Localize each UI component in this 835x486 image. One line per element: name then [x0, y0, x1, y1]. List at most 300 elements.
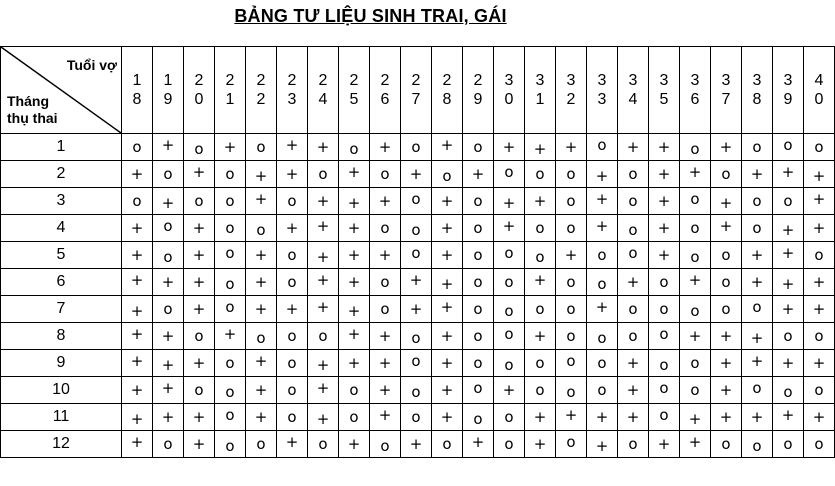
age-column-header: 2 1 — [215, 47, 246, 134]
boy-symbol: + — [657, 165, 671, 183]
age-column-header: 2 7 — [401, 47, 432, 134]
prediction-cell — [711, 404, 742, 431]
prediction-cell — [711, 188, 742, 215]
girl-symbol: o — [380, 219, 390, 237]
corner-age-label: Tuổi vợ — [66, 57, 117, 73]
prediction-cell — [308, 431, 339, 458]
boy-symbol: + — [533, 192, 547, 210]
prediction-cell — [494, 404, 525, 431]
girl-symbol: o — [628, 221, 638, 239]
girl-symbol: o — [442, 167, 452, 185]
girl-symbol: o — [287, 273, 297, 291]
girl-symbol: o — [721, 435, 731, 453]
boy-symbol: + — [657, 138, 671, 156]
girl-symbol: o — [473, 246, 483, 264]
boy-symbol: + — [595, 437, 609, 455]
age-column-header: 3 1 — [525, 47, 556, 134]
prediction-cell — [587, 404, 618, 431]
girl-symbol: o — [163, 217, 173, 235]
prediction-cell — [246, 404, 277, 431]
boy-symbol: + — [626, 138, 640, 156]
boy-symbol: + — [130, 433, 144, 451]
prediction-cell — [215, 323, 246, 350]
prediction-cell — [370, 242, 401, 269]
age-column-header: 3 7 — [711, 47, 742, 134]
girl-symbol: o — [690, 354, 700, 372]
prediction-cell — [556, 134, 587, 161]
prediction-cell — [184, 377, 215, 404]
girl-symbol: o — [690, 248, 700, 266]
girl-symbol: o — [256, 329, 266, 347]
boy-symbol: + — [192, 300, 206, 318]
boy-symbol: + — [285, 136, 299, 154]
girl-symbol: o — [380, 165, 390, 183]
age-column-header: 2 4 — [308, 47, 339, 134]
month-row-header: 10 — [1, 377, 122, 404]
boy-symbol: + — [316, 379, 330, 397]
prediction-cell — [711, 215, 742, 242]
prediction-cell — [215, 134, 246, 161]
boy-symbol: + — [719, 194, 733, 212]
prediction-cell — [525, 215, 556, 242]
girl-symbol: o — [349, 408, 359, 426]
prediction-cell — [618, 242, 649, 269]
prediction-cell — [122, 269, 153, 296]
girl-symbol: o — [473, 273, 483, 291]
prediction-cell — [463, 269, 494, 296]
boy-symbol: + — [781, 275, 795, 293]
boy-symbol: + — [657, 192, 671, 210]
prediction-cell — [308, 215, 339, 242]
age-column-header: 3 0 — [494, 47, 525, 134]
boy-symbol: + — [285, 300, 299, 318]
prediction-cell — [246, 377, 277, 404]
boy-symbol: + — [812, 408, 826, 426]
table-row — [1, 404, 835, 431]
month-row-header: 12 — [1, 431, 122, 458]
boy-symbol: + — [192, 408, 206, 426]
age-column-header: 1 9 — [153, 47, 184, 134]
prediction-cell — [277, 215, 308, 242]
girl-symbol: o — [721, 300, 731, 318]
prediction-cell — [804, 242, 835, 269]
girl-symbol: o — [814, 327, 824, 345]
prediction-cell — [463, 350, 494, 377]
prediction-cell — [773, 296, 804, 323]
prediction-cell — [804, 215, 835, 242]
prediction-cell — [494, 161, 525, 188]
boy-symbol: + — [440, 275, 454, 293]
girl-symbol: o — [225, 406, 235, 424]
prediction-cell — [711, 161, 742, 188]
girl-symbol: o — [287, 408, 297, 426]
boy-symbol: + — [316, 248, 330, 266]
prediction-cell — [246, 296, 277, 323]
boy-symbol: + — [254, 167, 268, 185]
prediction-cell — [494, 134, 525, 161]
corner-month-label-line1: Tháng — [7, 93, 49, 109]
prediction-cell — [246, 161, 277, 188]
girl-symbol: o — [752, 138, 762, 156]
month-row-header: 11 — [1, 404, 122, 431]
girl-symbol: o — [225, 244, 235, 262]
prediction-cell — [370, 134, 401, 161]
girl-symbol: o — [194, 327, 204, 345]
girl-symbol: o — [225, 437, 235, 455]
boy-symbol: + — [378, 381, 392, 399]
table-row — [1, 269, 835, 296]
girl-symbol: o — [721, 246, 731, 264]
girl-symbol: o — [535, 165, 545, 183]
prediction-cell — [618, 404, 649, 431]
prediction-cell — [432, 161, 463, 188]
prediction-cell — [742, 404, 773, 431]
prediction-cell — [339, 350, 370, 377]
prediction-cell — [618, 323, 649, 350]
prediction-cell — [525, 404, 556, 431]
prediction-cell — [401, 188, 432, 215]
boy-symbol: + — [347, 194, 361, 212]
prediction-cell — [277, 161, 308, 188]
girl-symbol: o — [473, 192, 483, 210]
prediction-cell — [308, 188, 339, 215]
girl-symbol: o — [504, 163, 514, 181]
prediction-cell — [680, 242, 711, 269]
boy-symbol: + — [533, 140, 547, 158]
prediction-cell — [401, 269, 432, 296]
girl-symbol: o — [473, 219, 483, 237]
girl-symbol: o — [752, 298, 762, 316]
prediction-cell — [277, 188, 308, 215]
prediction-cell — [277, 377, 308, 404]
boy-symbol: + — [161, 327, 175, 345]
boy-symbol: + — [347, 246, 361, 264]
prediction-cell — [556, 296, 587, 323]
prediction-cell — [804, 134, 835, 161]
prediction-cell — [711, 350, 742, 377]
prediction-cell — [587, 350, 618, 377]
prediction-cell — [773, 188, 804, 215]
prediction-cell — [680, 323, 711, 350]
girl-symbol: o — [752, 192, 762, 210]
prediction-cell — [308, 377, 339, 404]
boy-symbol: + — [750, 165, 764, 183]
prediction-cell — [649, 242, 680, 269]
girl-symbol: o — [659, 325, 669, 343]
prediction-cell — [277, 269, 308, 296]
girl-symbol: o — [566, 433, 576, 451]
boy-symbol: + — [316, 410, 330, 428]
boy-symbol: + — [440, 408, 454, 426]
age-digit-tens: 1 — [132, 72, 142, 89]
boy-symbol: + — [812, 354, 826, 372]
girl-symbol: o — [659, 300, 669, 318]
page-title: BẢNG TƯ LIỆU SINH TRAI, GÁI — [234, 6, 507, 26]
prediction-cell — [680, 134, 711, 161]
prediction-cell — [711, 134, 742, 161]
girl-symbol: o — [504, 273, 514, 291]
prediction-cell — [773, 323, 804, 350]
boy-symbol: + — [812, 300, 826, 318]
boy-symbol: + — [533, 271, 547, 289]
girl-symbol: o — [597, 246, 607, 264]
prediction-cell — [556, 350, 587, 377]
girl-symbol: o — [783, 327, 793, 345]
girl-symbol: o — [504, 435, 514, 453]
prediction-cell — [184, 323, 215, 350]
prediction-cell — [122, 188, 153, 215]
prediction-cell — [587, 215, 618, 242]
girl-symbol: o — [566, 352, 576, 370]
prediction-cell — [494, 377, 525, 404]
boy-symbol: + — [657, 246, 671, 264]
boy-symbol: + — [409, 300, 423, 318]
boy-symbol: + — [440, 136, 454, 154]
prediction-cell — [246, 269, 277, 296]
girl-symbol: o — [628, 165, 638, 183]
prediction-cell — [494, 431, 525, 458]
boy-symbol: + — [316, 298, 330, 316]
boy-symbol: + — [130, 219, 144, 237]
prediction-cell — [339, 404, 370, 431]
boy-symbol: + — [440, 298, 454, 316]
girl-symbol: o — [535, 381, 545, 399]
prediction-cell — [339, 161, 370, 188]
boy-symbol: + — [471, 165, 485, 183]
boy-symbol: + — [347, 273, 361, 291]
table-body — [1, 134, 835, 458]
boy-symbol: + — [750, 246, 764, 264]
month-row-header: 1 — [1, 134, 122, 161]
prediction-cell — [463, 215, 494, 242]
prediction-cell — [525, 350, 556, 377]
boy-symbol: + — [223, 138, 237, 156]
boy-symbol: + — [347, 325, 361, 343]
girl-symbol: o — [380, 300, 390, 318]
boy-symbol: + — [781, 354, 795, 372]
girl-symbol: o — [504, 302, 514, 320]
prediction-cell — [525, 161, 556, 188]
boy-symbol: + — [316, 217, 330, 235]
table-header-row — [1, 47, 835, 134]
boy-symbol: + — [192, 219, 206, 237]
table-row — [1, 161, 835, 188]
prediction-cell — [339, 242, 370, 269]
prediction-cell — [525, 188, 556, 215]
girl-symbol: o — [659, 379, 669, 397]
prediction-cell — [525, 134, 556, 161]
girl-symbol: o — [473, 379, 483, 397]
boy-symbol: + — [254, 352, 268, 370]
corner-month-label-line2: thụ thai — [7, 110, 58, 126]
girl-symbol: o — [225, 219, 235, 237]
prediction-cell — [184, 296, 215, 323]
girl-symbol: o — [225, 354, 235, 372]
boy-symbol: + — [440, 354, 454, 372]
prediction-cell — [649, 404, 680, 431]
boy-symbol: + — [316, 356, 330, 374]
age-column-header: 3 5 — [649, 47, 680, 134]
prediction-cell — [370, 161, 401, 188]
prediction-cell — [401, 431, 432, 458]
prediction-cell — [370, 215, 401, 242]
prediction-cell — [649, 296, 680, 323]
prediction-cell — [122, 242, 153, 269]
prediction-cell — [804, 431, 835, 458]
prediction-cell — [587, 269, 618, 296]
boy-symbol: + — [781, 300, 795, 318]
prediction-cell — [401, 350, 432, 377]
prediction-cell — [246, 242, 277, 269]
prediction-cell — [494, 188, 525, 215]
age-column-header: 3 2 — [556, 47, 587, 134]
girl-symbol: o — [349, 140, 359, 158]
boy-symbol: + — [502, 194, 516, 212]
boy-symbol: + — [564, 406, 578, 424]
prediction-cell — [804, 404, 835, 431]
prediction-cell — [742, 134, 773, 161]
prediction-cell — [773, 215, 804, 242]
boy-symbol: + — [378, 138, 392, 156]
prediction-cell — [339, 377, 370, 404]
boy-symbol: + — [316, 271, 330, 289]
girl-symbol: o — [287, 327, 297, 345]
prediction-cell — [711, 269, 742, 296]
prediction-cell — [122, 350, 153, 377]
prediction-cell — [277, 134, 308, 161]
prediction-cell — [370, 404, 401, 431]
prediction-cell — [525, 269, 556, 296]
boy-symbol: + — [812, 190, 826, 208]
prediction-cell — [618, 215, 649, 242]
girl-symbol: o — [814, 435, 824, 453]
prediction-cell — [432, 296, 463, 323]
girl-symbol: o — [628, 244, 638, 262]
boy-symbol: + — [316, 192, 330, 210]
girl-symbol: o — [473, 138, 483, 156]
girl-symbol: o — [597, 136, 607, 154]
prediction-cell — [680, 161, 711, 188]
prediction-cell — [215, 188, 246, 215]
boy-symbol: + — [688, 163, 702, 181]
prediction-cell — [649, 188, 680, 215]
girl-symbol: o — [504, 356, 514, 374]
boy-symbol: + — [192, 246, 206, 264]
boy-symbol: + — [378, 406, 392, 424]
prediction-cell — [153, 431, 184, 458]
prediction-cell — [370, 188, 401, 215]
girl-symbol: o — [504, 408, 514, 426]
prediction-cell — [804, 188, 835, 215]
prediction-cell — [215, 377, 246, 404]
boy-symbol: + — [254, 190, 268, 208]
prediction-cell — [742, 188, 773, 215]
girl-symbol: o — [752, 379, 762, 397]
boy-symbol: + — [130, 381, 144, 399]
boy-symbol: + — [781, 406, 795, 424]
prediction-cell — [215, 269, 246, 296]
boy-symbol: + — [440, 192, 454, 210]
prediction-cell — [494, 242, 525, 269]
boy-symbol: + — [595, 217, 609, 235]
prediction-cell — [463, 161, 494, 188]
boy-symbol: + — [161, 408, 175, 426]
prediction-cell — [370, 269, 401, 296]
girl-symbol: o — [814, 381, 824, 399]
girl-symbol: o — [287, 381, 297, 399]
boy-symbol: + — [130, 271, 144, 289]
girl-symbol: o — [783, 435, 793, 453]
prediction-cell — [742, 215, 773, 242]
boy-symbol: + — [440, 327, 454, 345]
boy-symbol: + — [719, 327, 733, 345]
boy-symbol: + — [688, 327, 702, 345]
boy-symbol: + — [130, 302, 144, 320]
prediction-cell — [246, 323, 277, 350]
boy-symbol: + — [285, 219, 299, 237]
girl-symbol: o — [411, 383, 421, 401]
age-column-header: 3 3 — [587, 47, 618, 134]
boy-symbol: + — [812, 273, 826, 291]
prediction-cell — [246, 350, 277, 377]
prediction-cell — [215, 215, 246, 242]
prediction-cell — [680, 269, 711, 296]
boy-symbol: + — [750, 352, 764, 370]
prediction-cell — [804, 323, 835, 350]
girl-symbol: o — [566, 165, 576, 183]
boy-symbol: + — [812, 167, 826, 185]
prediction-cell — [277, 404, 308, 431]
prediction-cell — [339, 215, 370, 242]
girl-symbol: o — [752, 437, 762, 455]
prediction-cell — [649, 350, 680, 377]
boy-symbol: + — [781, 163, 795, 181]
prediction-cell — [556, 188, 587, 215]
table-row — [1, 215, 835, 242]
girl-symbol: o — [411, 352, 421, 370]
birth-prediction-table — [0, 46, 835, 458]
girl-symbol: o — [659, 273, 669, 291]
prediction-cell — [215, 242, 246, 269]
prediction-cell — [463, 296, 494, 323]
girl-symbol: o — [380, 273, 390, 291]
girl-symbol: o — [411, 221, 421, 239]
boy-symbol: + — [254, 273, 268, 291]
prediction-cell — [463, 404, 494, 431]
table-row — [1, 350, 835, 377]
prediction-cell — [339, 134, 370, 161]
prediction-cell — [525, 296, 556, 323]
boy-symbol: + — [564, 246, 578, 264]
boy-symbol: + — [347, 354, 361, 372]
boy-symbol: + — [626, 381, 640, 399]
prediction-cell — [184, 242, 215, 269]
prediction-cell — [804, 296, 835, 323]
prediction-cell — [153, 134, 184, 161]
prediction-cell — [742, 242, 773, 269]
boy-symbol: + — [533, 435, 547, 453]
prediction-cell — [680, 350, 711, 377]
girl-symbol: o — [535, 300, 545, 318]
girl-symbol: o — [597, 381, 607, 399]
prediction-cell — [804, 350, 835, 377]
prediction-cell — [556, 323, 587, 350]
boy-symbol: + — [564, 138, 578, 156]
prediction-cell — [122, 296, 153, 323]
prediction-cell — [401, 215, 432, 242]
girl-symbol: o — [473, 354, 483, 372]
girl-symbol: o — [225, 165, 235, 183]
